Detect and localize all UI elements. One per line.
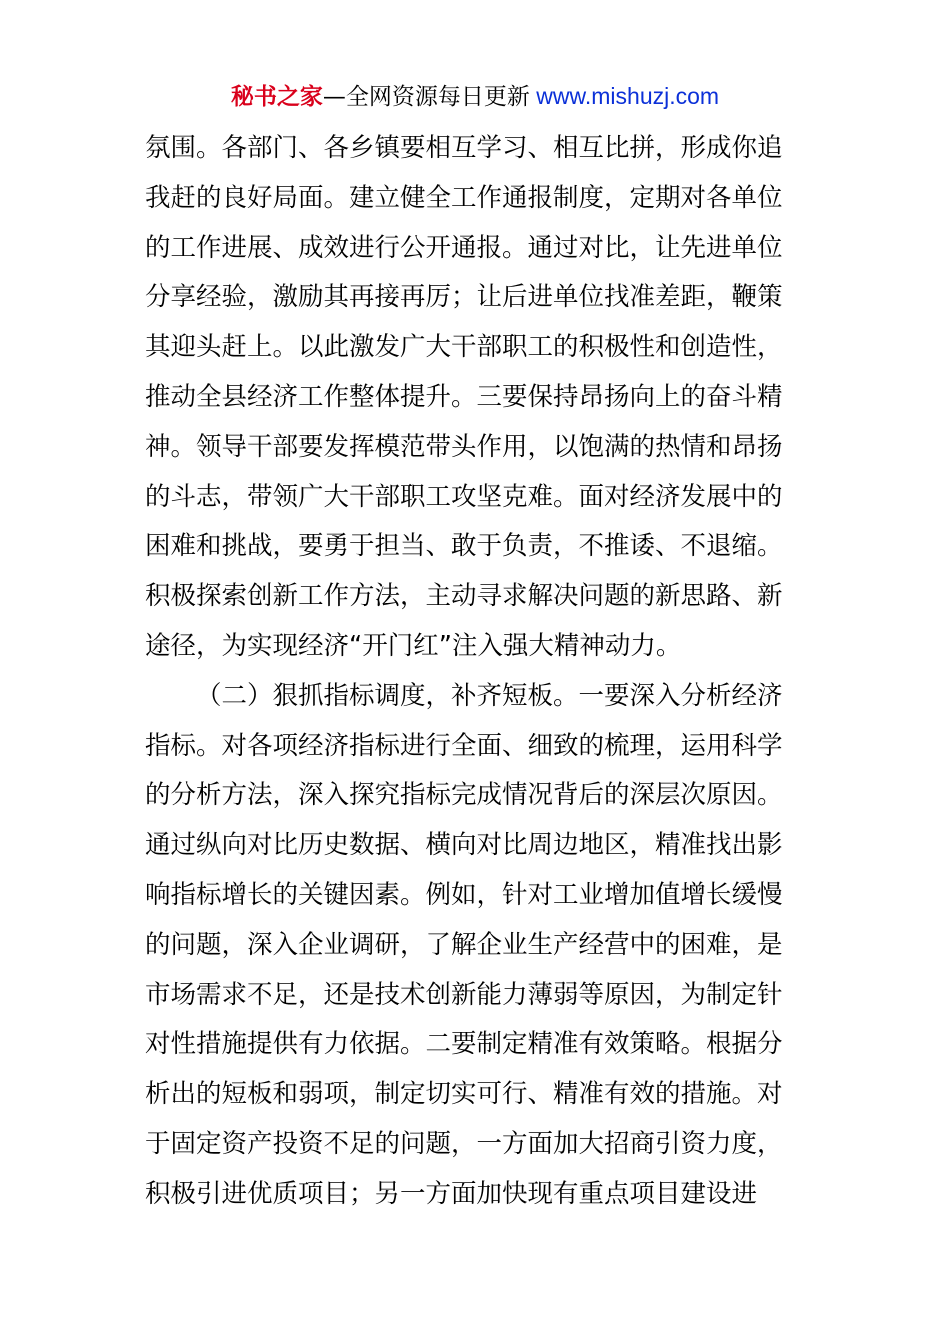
text-line: 分享经验，激励其再接再厉；让后进单位找准差距，鞭策 xyxy=(145,282,783,313)
text-line: 析出的短板和弱项，制定切实可行、精准有效的措施。对 xyxy=(145,1079,783,1110)
page-header xyxy=(0,80,950,113)
text-line: 通过纵向对比历史数据、横向对比周边地区，精准找出影 xyxy=(145,830,783,861)
text-line: 市场需求不足，还是技术创新能力薄弱等原因，为制定针 xyxy=(145,979,783,1010)
text-line: 我赶的良好局面。建立健全工作通报制度，定期对各单位 xyxy=(145,182,783,213)
text-line: 的分析方法，深入探究指标完成情况背后的深层次原因。 xyxy=(145,780,783,811)
text-line: 氛围。各部门、各乡镇要相互学习、相互比拼，形成你追 xyxy=(145,133,783,163)
section-heading-line: （二）狠抓指标调度，补齐短板。一要深入分析经济 xyxy=(196,680,783,711)
text-line: 积极引进优质项目；另一方面加快现有重点项目建设进 xyxy=(145,1178,758,1209)
text-line: 推动全县经济工作整体提升。三要保持昂扬向上的奋斗精 xyxy=(145,381,783,412)
text-line: 的斗志，带领广大干部职工攻坚克难。面对经济发展中的 xyxy=(145,481,783,512)
text-line: 困难和挑战，要勇于担当、敢于负责，不推诿、不退缩。 xyxy=(145,531,783,562)
text-line: 响指标增长的关键因素。例如，针对工业增加值增长缓慢 xyxy=(145,879,783,910)
text-line: 指标。对各项经济指标进行全面、细致的梳理，运用科学 xyxy=(145,730,783,761)
site-url-link[interactable]: www.mishuzj.com xyxy=(529,83,720,109)
text-line: 对性措施提供有力依据。二要制定精准有效策略。根据分 xyxy=(145,1029,783,1060)
header-tagline: —全网资源每日更新 xyxy=(322,84,530,110)
text-line: 积极探索创新工作方法，主动寻求解决问题的新思路、新 xyxy=(145,581,783,612)
text-line: 的问题，深入企业调研，了解企业生产经营中的困难，是 xyxy=(145,929,783,960)
text-line: 神。领导干部要发挥模范带头作用，以饱满的热情和昂扬 xyxy=(145,431,783,462)
text-line: 的工作进展、成效进行公开通报。通过对比，让先进单位 xyxy=(145,232,783,263)
text-line: 途径，为实现经济“开门红”注入强大精神动力。 xyxy=(145,630,682,661)
brand-name: 秘书之家 xyxy=(230,84,323,110)
document-body xyxy=(145,124,815,1220)
text-line: 其迎头赶上。以此激发广大干部职工的积极性和创造性， xyxy=(145,332,783,363)
text-line: 于固定资产投资不足的问题，一方面加大招商引资力度， xyxy=(145,1128,783,1159)
